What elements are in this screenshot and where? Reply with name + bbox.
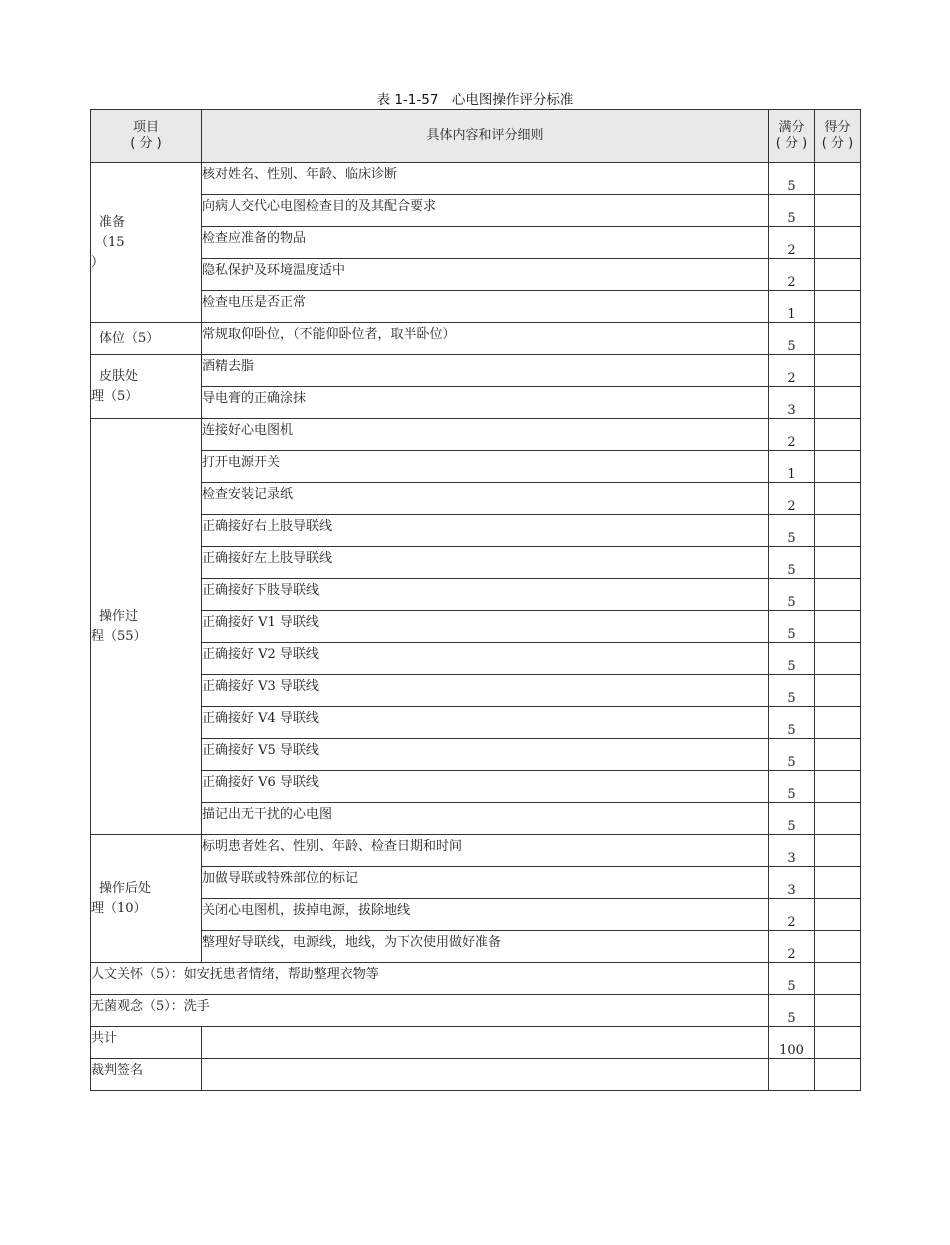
item-text: 打开电源开关 bbox=[202, 451, 769, 483]
full-score: 5 bbox=[769, 515, 815, 547]
item-text: 正确接好下肢导联线 bbox=[202, 579, 769, 611]
category-operation-line1: 操作过 bbox=[99, 608, 139, 624]
table-row bbox=[91, 323, 861, 355]
total-obtained-cell[interactable] bbox=[815, 1027, 861, 1059]
table-row bbox=[91, 995, 861, 1027]
item-text: 加做导联或特殊部位的标记 bbox=[202, 867, 769, 899]
header-obtained-score bbox=[815, 110, 861, 163]
obtained-score-cell[interactable] bbox=[815, 771, 861, 803]
signature-blank-cell bbox=[769, 1059, 815, 1091]
obtained-score-cell[interactable] bbox=[815, 675, 861, 707]
table-row bbox=[91, 419, 861, 451]
full-score: 5 bbox=[769, 323, 815, 355]
obtained-score-cell[interactable] bbox=[815, 995, 861, 1027]
table-row bbox=[91, 835, 861, 867]
table-row bbox=[91, 899, 861, 931]
obtained-score-cell[interactable] bbox=[815, 355, 861, 387]
obtained-score-cell[interactable] bbox=[815, 163, 861, 195]
full-score: 5 bbox=[769, 739, 815, 771]
obtained-score-cell[interactable] bbox=[815, 579, 861, 611]
item-text: 向病人交代心电图检查目的及其配合要求 bbox=[202, 195, 769, 227]
signature-cell[interactable] bbox=[202, 1059, 769, 1091]
category-post bbox=[91, 835, 202, 963]
table-row bbox=[91, 707, 861, 739]
signature-row bbox=[91, 1059, 861, 1091]
table-row bbox=[91, 771, 861, 803]
obtained-score-cell[interactable] bbox=[815, 611, 861, 643]
table-row bbox=[91, 931, 861, 963]
full-score: 5 bbox=[769, 803, 815, 835]
full-score: 1 bbox=[769, 291, 815, 323]
table-row bbox=[91, 579, 861, 611]
table-row bbox=[91, 451, 861, 483]
obtained-score-cell[interactable] bbox=[815, 419, 861, 451]
category-prep-line1: 准备 bbox=[99, 214, 126, 230]
obtained-score-cell[interactable] bbox=[815, 227, 861, 259]
table-caption: 表 1-1-57 心电图操作评分标准 bbox=[376, 92, 574, 108]
obtained-score-cell[interactable] bbox=[815, 899, 861, 931]
obtained-score-cell[interactable] bbox=[815, 291, 861, 323]
category-operation bbox=[91, 419, 202, 835]
item-text: 正确接好 V4 导联线 bbox=[202, 707, 769, 739]
table-row bbox=[91, 195, 861, 227]
category-post-line2: 理（10） bbox=[91, 900, 147, 916]
table-row bbox=[91, 963, 861, 995]
item-text: 检查应准备的物品 bbox=[202, 227, 769, 259]
item-text: 酒精去脂 bbox=[202, 355, 769, 387]
obtained-score-cell[interactable] bbox=[815, 323, 861, 355]
item-text: 标明患者姓名、性别、年龄、检查日期和时间 bbox=[202, 835, 769, 867]
table-row bbox=[91, 163, 861, 195]
full-score: 5 bbox=[769, 707, 815, 739]
item-text: 检查安装记录纸 bbox=[202, 483, 769, 515]
signature-label: 裁判签名 bbox=[91, 1059, 202, 1091]
item-text: 核对姓名、性别、年龄、临床诊断 bbox=[202, 163, 769, 195]
full-score: 5 bbox=[769, 579, 815, 611]
obtained-score-cell[interactable] bbox=[815, 259, 861, 291]
table-row bbox=[91, 259, 861, 291]
table-row bbox=[91, 355, 861, 387]
full-score: 5 bbox=[769, 675, 815, 707]
full-score: 5 bbox=[769, 771, 815, 803]
full-score: 5 bbox=[769, 995, 815, 1027]
total-full-score: 100 bbox=[769, 1027, 815, 1059]
full-score: 5 bbox=[769, 195, 815, 227]
item-text: 关闭心电图机，拔掉电源，拔除地线 bbox=[202, 899, 769, 931]
category-skin bbox=[91, 355, 202, 419]
header-content: 具体内容和评分细则 bbox=[202, 110, 769, 163]
table-row bbox=[91, 611, 861, 643]
item-text: 常规取仰卧位，（不能仰卧位者，取半卧位） bbox=[202, 323, 769, 355]
full-score: 3 bbox=[769, 867, 815, 899]
full-score: 2 bbox=[769, 259, 815, 291]
header-full-score-line2: ( 分 ) bbox=[775, 136, 808, 151]
obtained-score-cell[interactable] bbox=[815, 515, 861, 547]
category-prep-line3: ） bbox=[91, 254, 105, 270]
header-item bbox=[91, 110, 202, 163]
header-item-line1: 项目 bbox=[132, 120, 159, 135]
full-score: 2 bbox=[769, 931, 815, 963]
category-post-line1: 操作后处 bbox=[99, 880, 152, 896]
obtained-score-cell[interactable] bbox=[815, 803, 861, 835]
full-score: 5 bbox=[769, 643, 815, 675]
humanistic-care-text: 人文关怀（5）：如安抚患者情绪，帮助整理衣物等 bbox=[91, 963, 769, 995]
item-text: 整理好导联线，电源线，地线，为下次使用做好准备 bbox=[202, 931, 769, 963]
item-text: 正确接好 V6 导联线 bbox=[202, 771, 769, 803]
full-score: 5 bbox=[769, 163, 815, 195]
item-text: 正确接好左上肢导联线 bbox=[202, 547, 769, 579]
full-score: 2 bbox=[769, 419, 815, 451]
obtained-score-cell[interactable] bbox=[815, 547, 861, 579]
header-obtained-line2: ( 分 ) bbox=[821, 136, 854, 151]
table-row bbox=[91, 643, 861, 675]
table-row bbox=[91, 739, 861, 771]
item-text: 导电膏的正确涂抹 bbox=[202, 387, 769, 419]
table-row bbox=[91, 867, 861, 899]
item-text: 描记出无干扰的心电图 bbox=[202, 803, 769, 835]
obtained-score-cell[interactable] bbox=[815, 931, 861, 963]
item-text: 正确接好 V2 导联线 bbox=[202, 643, 769, 675]
signature-blank-cell bbox=[815, 1059, 861, 1091]
scoring-table bbox=[90, 109, 861, 1091]
full-score: 3 bbox=[769, 835, 815, 867]
total-row bbox=[91, 1027, 861, 1059]
aseptic-concept-text: 无菌观念（5）：洗手 bbox=[91, 995, 769, 1027]
obtained-score-cell[interactable] bbox=[815, 643, 861, 675]
category-operation-line2: 程（55） bbox=[91, 628, 147, 644]
header-obtained-line1: 得分 bbox=[824, 120, 851, 135]
full-score: 5 bbox=[769, 963, 815, 995]
item-text: 正确接好 V5 导联线 bbox=[202, 739, 769, 771]
item-text: 连接好心电图机 bbox=[202, 419, 769, 451]
header-item-line2: ( 分 ) bbox=[130, 136, 162, 151]
full-score: 2 bbox=[769, 227, 815, 259]
item-text: 检查电压是否正常 bbox=[202, 291, 769, 323]
total-blank-cell bbox=[202, 1027, 769, 1059]
obtained-score-cell[interactable] bbox=[815, 707, 861, 739]
category-position bbox=[91, 323, 202, 355]
table-row bbox=[91, 291, 861, 323]
table-row bbox=[91, 227, 861, 259]
table-row bbox=[91, 387, 861, 419]
full-score: 5 bbox=[769, 547, 815, 579]
item-text: 正确接好 V3 导联线 bbox=[202, 675, 769, 707]
full-score: 2 bbox=[769, 899, 815, 931]
table-row bbox=[91, 547, 861, 579]
category-prep-line2: （15 bbox=[95, 234, 125, 250]
item-text: 正确接好 V1 导联线 bbox=[202, 611, 769, 643]
full-score: 2 bbox=[769, 355, 815, 387]
header-full-score-line1: 满分 bbox=[778, 120, 805, 135]
full-score: 3 bbox=[769, 387, 815, 419]
full-score: 2 bbox=[769, 483, 815, 515]
total-label: 共计 bbox=[91, 1027, 202, 1059]
obtained-score-cell[interactable] bbox=[815, 387, 861, 419]
obtained-score-cell[interactable] bbox=[815, 867, 861, 899]
table-row bbox=[91, 515, 861, 547]
item-text: 正确接好右上肢导联线 bbox=[202, 515, 769, 547]
category-skin-line1: 皮肤处 bbox=[99, 368, 139, 384]
full-score: 1 bbox=[769, 451, 815, 483]
obtained-score-cell[interactable] bbox=[815, 963, 861, 995]
category-prep bbox=[91, 163, 202, 323]
obtained-score-cell[interactable] bbox=[815, 739, 861, 771]
obtained-score-cell[interactable] bbox=[815, 835, 861, 867]
item-text: 隐私保护及环境温度适中 bbox=[202, 259, 769, 291]
table-row bbox=[91, 803, 861, 835]
category-position-line1: 体位（5） bbox=[99, 330, 160, 346]
obtained-score-cell[interactable] bbox=[815, 195, 861, 227]
table-row bbox=[91, 675, 861, 707]
header-full-score bbox=[769, 110, 815, 163]
header-row bbox=[91, 110, 861, 163]
full-score: 5 bbox=[769, 611, 815, 643]
category-skin-line2: 理（5） bbox=[91, 388, 139, 404]
table-row bbox=[91, 483, 861, 515]
obtained-score-cell[interactable] bbox=[815, 483, 861, 515]
obtained-score-cell[interactable] bbox=[815, 451, 861, 483]
